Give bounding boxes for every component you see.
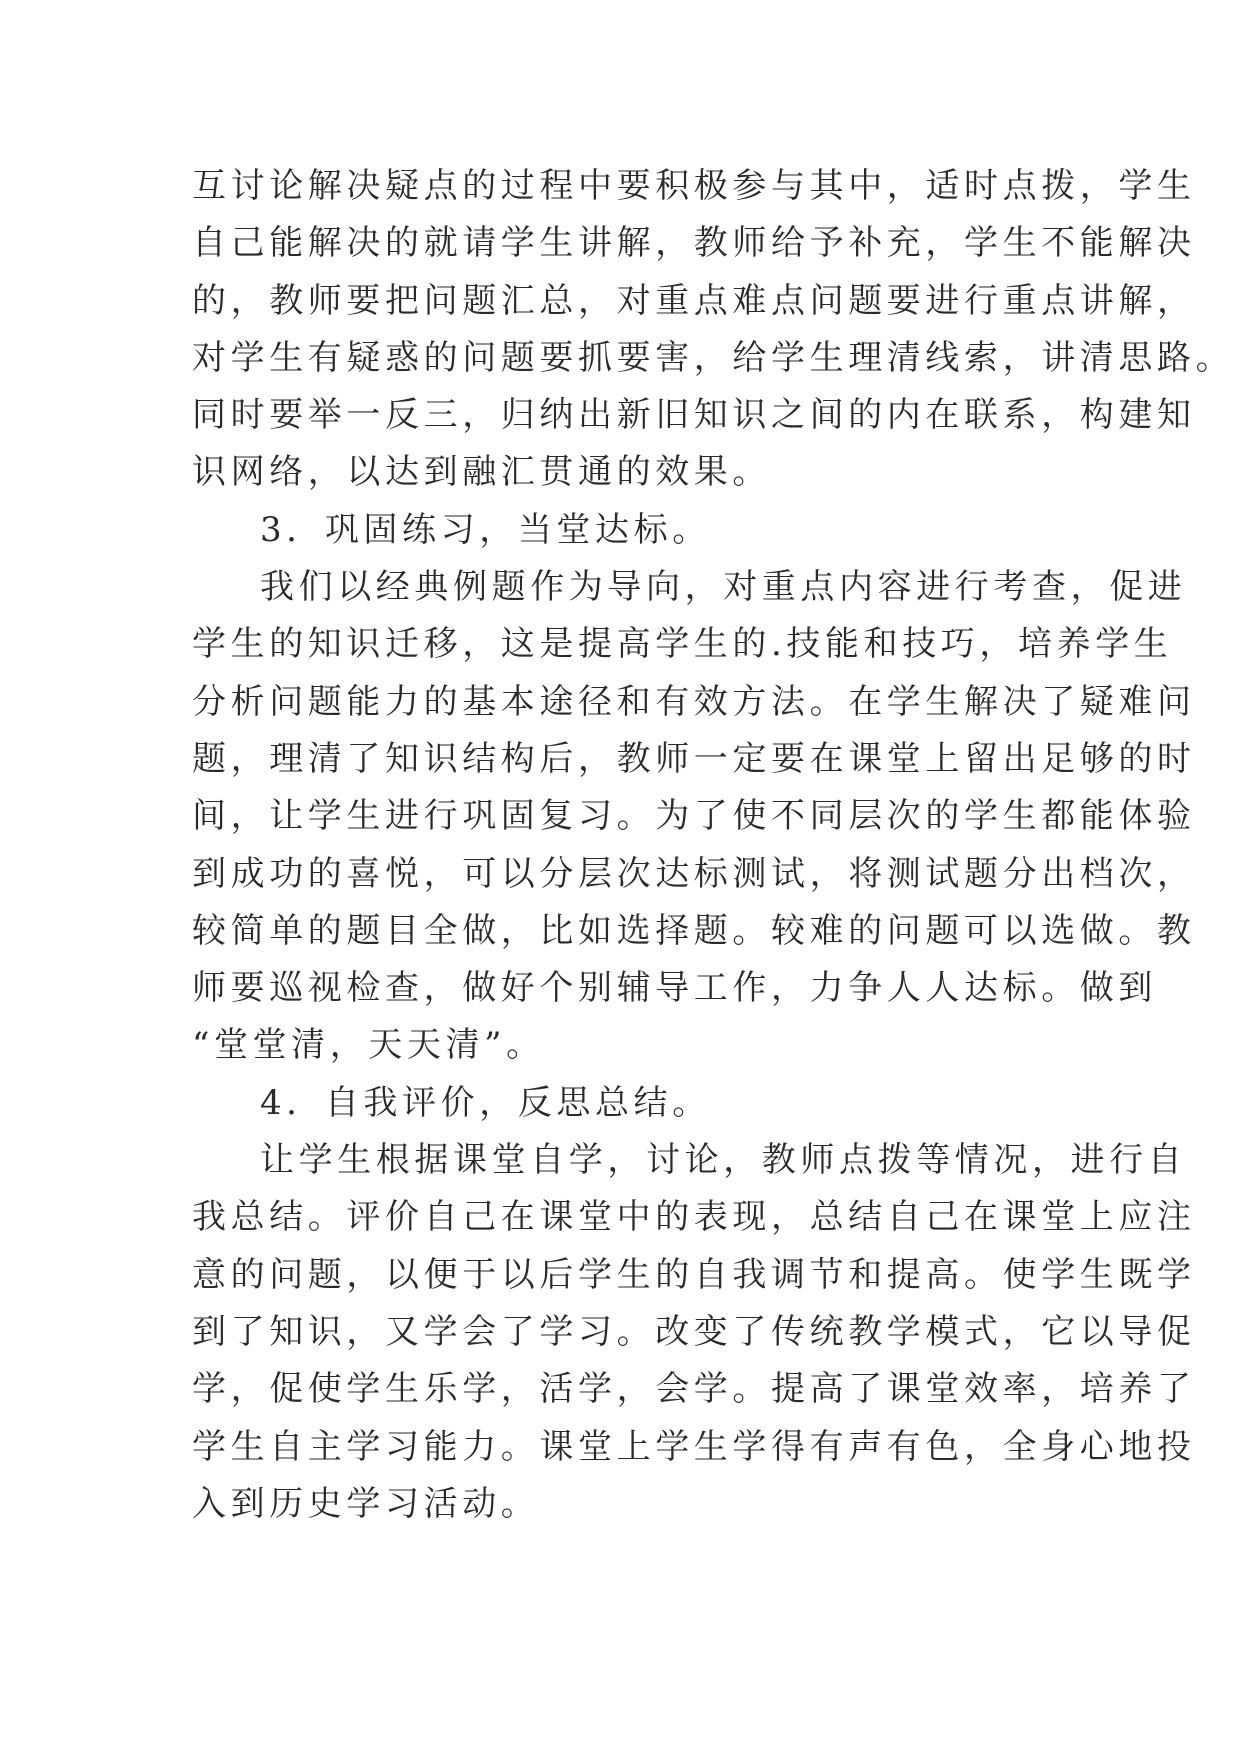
text-line: 入到历史学习活动。 xyxy=(192,1483,540,1524)
text-line: 学生的知识迁移，这是提高学生的.技能和技巧，培养学生 xyxy=(192,624,1173,665)
text-line: 师要巡视检查，做好个别辅导工作，力争人人达标。做到 xyxy=(192,968,1157,1009)
text-line: 到成功的喜悦，可以分层次达标测试，将测试题分出档次， xyxy=(192,853,1196,894)
text-line: 间，让学生进行巩固复习。为了使不同层次的学生都能体验 xyxy=(192,796,1196,837)
text-line: 自己能解决的就请学生讲解，教师给予补充，学生不能解决 xyxy=(192,223,1196,264)
text-line: 识网络，以达到融汇贯通的效果。 xyxy=(192,452,771,493)
text-line: 分析问题能力的基本途径和有效方法。在学生解决了疑难问 xyxy=(192,681,1196,722)
text-line: 让学生根据课堂自学，讨论，教师点拨等情况，进行自 xyxy=(260,1140,1187,1181)
section-heading: 3．巩固练习，当堂达标。 xyxy=(260,509,711,550)
text-line: 意的问题，以便于以后学生的自我调节和提高。使学生既学 xyxy=(192,1254,1196,1295)
text-line: 较简单的题目全做，比如选择题。较难的问题可以选做。教 xyxy=(192,910,1196,951)
text-line: 学，促使学生乐学，活学，会学。提高了课堂效率，培养了 xyxy=(192,1369,1196,1410)
document-body xyxy=(192,158,1235,1533)
text-line: 同时要举一反三，归纳出新旧知识之间的内在联系，构建知 xyxy=(192,395,1196,436)
section-heading: 4．自我评价，反思总结。 xyxy=(260,1082,711,1123)
text-line: 学生自主学习能力。课堂上学生学得有声有色，全身心地投 xyxy=(192,1426,1196,1467)
text-line: 对学生有疑惑的问题要抓要害，给学生理清线索，讲清思路。 xyxy=(192,337,1235,378)
text-line: 的，教师要把问题汇总，对重点难点问题要进行重点讲解， xyxy=(192,280,1196,321)
text-line: 互讨论解决疑点的过程中要积极参与其中，适时点拨，学生 xyxy=(192,166,1196,206)
text-line: 到了知识，又学会了学习。改变了传统教学模式，它以导促 xyxy=(192,1311,1196,1352)
text-line: 我们以经典例题作为导向，对重点内容进行考查，促进 xyxy=(260,567,1187,608)
text-line: “堂堂清，天天清”。 xyxy=(192,1025,545,1066)
text-line: 我总结。评价自己在课堂中的表现，总结自己在课堂上应注 xyxy=(192,1197,1196,1238)
text-line: 题，理清了知识结构后，教师一定要在课堂上留出足够的时 xyxy=(192,738,1196,779)
